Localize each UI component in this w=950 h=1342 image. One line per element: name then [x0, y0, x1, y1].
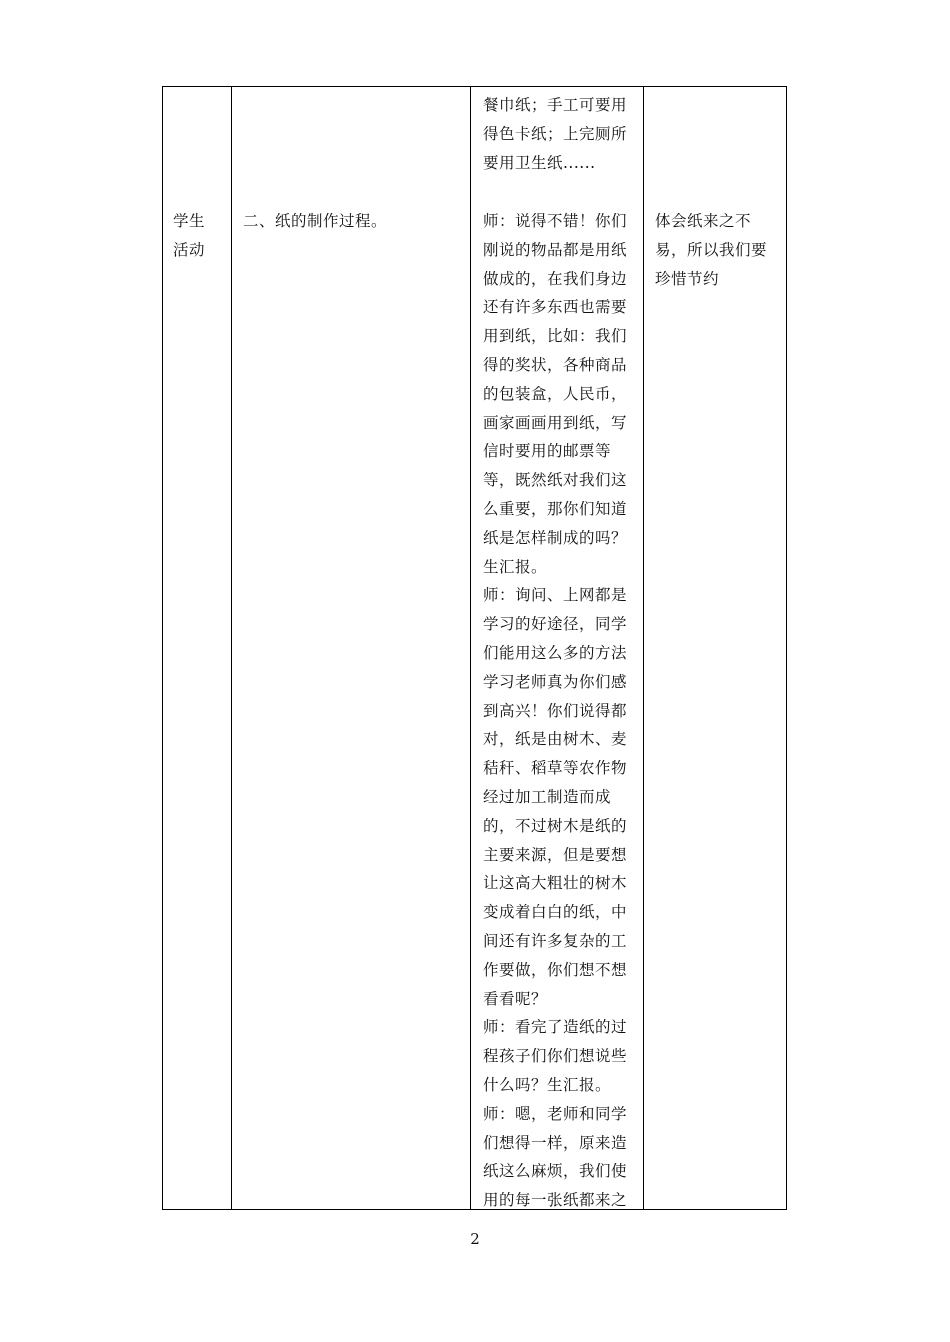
column-divider [643, 87, 644, 1209]
column-divider [231, 87, 232, 1209]
teacher-dialogue: 师：说得不错！你们 刚说的物品都是用纸 做成的，在我们身边 还有许多东西也需要 用到纸，比如：我们 得的奖状，各种商品 的包装盒，人民币， 画家画画用到纸，写 信时要用的邮票等 等，既然纸对我们这 么重要，那你们知道 纸是怎样制成的吗？ 生汇报。 师：询问、上网都是 学习的好途径，同学 们能用这么多的方法 学习老师真为你们感 到高兴！你们说得都 对，纸是由树木、麦 秸秆、稻草等农作物 经过加工制造而成 的，不过树木是纸的 主要来源，但是要想 让这高大粗壮的树木 变成着白白的纸，中 间还有许多复杂的工 作要做，你们想不想 看看呢？ 师：看完了造纸的过 程孩子们你们想说些 什么吗？生汇报。 师：嗯，老师和同学 们想得一样，原来造 纸这么麻烦，我们使 用的每一张纸都来之 [483, 212, 628, 1210]
activity-title: 二、纸的制作过程。 [243, 212, 388, 230]
teacher-dialogue-continued: 餐巾纸；手工可要用 得色卡纸；上完厕所 要用卫生纸...... [483, 96, 628, 172]
section-label: 学生 活动 [173, 212, 206, 259]
design-intent: 体会纸来之不 易，所以我们要 珍惜节约 [655, 212, 768, 288]
column-divider [470, 87, 471, 1209]
lesson-table [162, 86, 787, 1210]
page-number: 2 [470, 1230, 480, 1248]
